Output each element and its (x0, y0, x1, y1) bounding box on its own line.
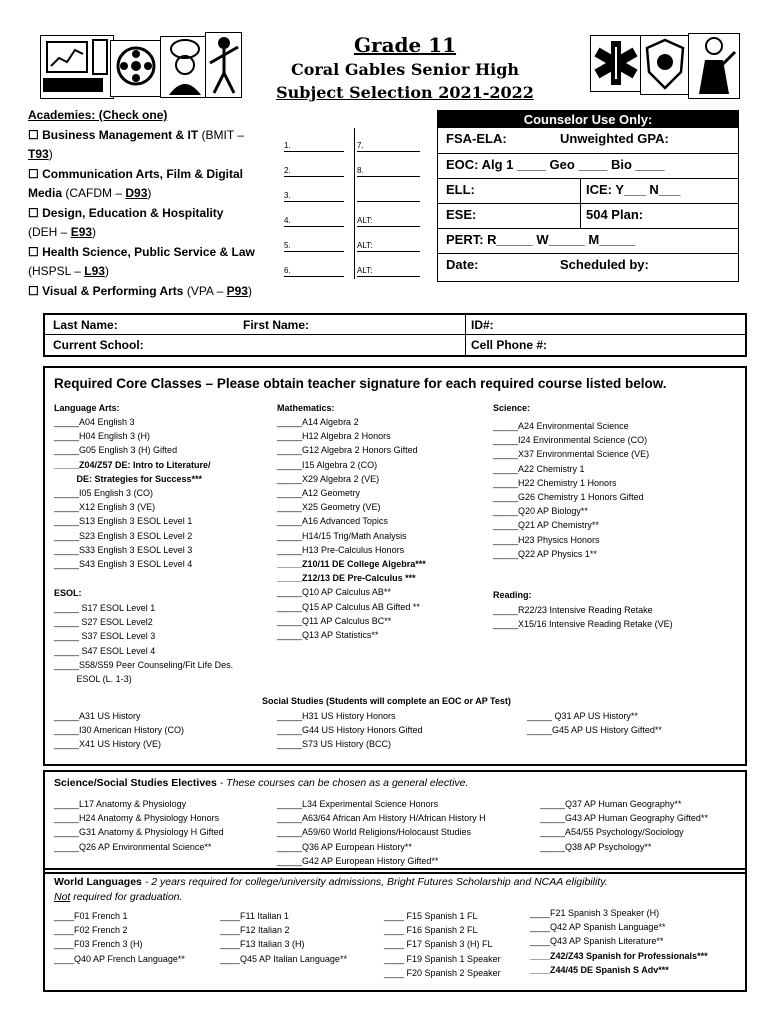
science-list (493, 419, 649, 561)
course-a14[interactable]: _____A14 Algebra 2 (277, 417, 359, 427)
course-h04[interactable]: _____H04 English 3 (H) (54, 431, 151, 442)
id-field[interactable]: ID#: (471, 318, 494, 332)
course-h13[interactable]: _____H13 Pre-Calculus Honors (277, 544, 405, 555)
course-q38[interactable]: _____Q38 AP Psychology** (540, 841, 652, 852)
academy-deh[interactable]: ☐ Design, Education & Hospitality (DEH – E93) (28, 205, 224, 239)
checkbox-bmit[interactable]: ☐ (28, 127, 39, 142)
slot-5[interactable]: 5. (284, 241, 344, 252)
course-x25[interactable]: _____X25 Geometry (VE) (277, 502, 381, 513)
course-g45[interactable]: _____G45 AP US History Gifted** (527, 725, 662, 736)
math-list (277, 415, 426, 642)
clipart-medical-right (590, 35, 642, 92)
slot-7[interactable]: 7. (357, 141, 420, 152)
course-r22[interactable]: _____R22/23 Intensive Reading Retake (493, 605, 653, 615)
academies-heading: Academies: (Check one) (28, 108, 168, 122)
course-f15[interactable]: ____ F15 Spanish 1 FL (384, 911, 478, 921)
counselor-box (437, 110, 739, 282)
course-q11[interactable]: _____Q11 AP Calculus BC** (277, 615, 392, 626)
social-studies-list-a (54, 709, 184, 752)
school-name: Coral Gables Senior High (290, 60, 520, 79)
course-h22[interactable]: _____H22 Chemistry 1 Honors (493, 477, 617, 488)
clipart-dancer-left (205, 32, 242, 98)
course-z44[interactable]: ____Z44/45 DE Spanish S Adv*** (530, 964, 669, 975)
clipart-chef-left (160, 36, 210, 98)
course-q15[interactable]: _____Q15 AP Calculus AB Gifted ** (277, 601, 420, 612)
course-s37[interactable]: _____ S37 ESOL Level 3 (54, 631, 156, 642)
course-z42[interactable]: ____Z42/Z43 Spanish for Professionals*** (530, 950, 708, 961)
course-a24[interactable]: _____A24 Environmental Science (493, 421, 629, 431)
course-l34[interactable]: _____L34 Experimental Science Honors (277, 799, 439, 809)
course-h12[interactable]: _____H12 Algebra 2 Honors (277, 431, 391, 442)
electives-col-1 (54, 797, 224, 854)
clipart-artist-right (688, 33, 740, 99)
course-g12[interactable]: _____G12 Algebra 2 Honors Gifted (277, 445, 418, 456)
film-reel-icon (111, 41, 161, 96)
social-studies-title: Social Studies (Students will complete an EOC or AP Test) (262, 696, 511, 706)
reading-title: Reading: (493, 590, 532, 600)
academy-bmit[interactable]: ☐ Business Management & IT (BMIT – T93) (28, 127, 244, 161)
slot-3[interactable]: 3. (284, 191, 344, 202)
languages-not: Not (54, 891, 71, 903)
fsa-ela-field[interactable]: FSA-ELA: (446, 131, 507, 146)
academy-cafdm[interactable]: ☐ Communication Arts, Film & Digital Media (CAFDM – D93) (28, 166, 244, 200)
course-a31[interactable]: _____A31 US History (54, 711, 141, 721)
current-school-field[interactable]: Current School: (53, 338, 144, 352)
course-i30[interactable]: _____I30 American History (CO) (54, 725, 185, 736)
checkbox-deh[interactable]: ☐ (28, 205, 39, 220)
course-q22[interactable]: _____Q22 AP Physics 1** (493, 548, 597, 559)
spanish-list (384, 909, 501, 980)
cell-phone-field[interactable]: Cell Phone #: (471, 338, 548, 352)
esol-title: ESOL: (54, 588, 82, 598)
course-g42[interactable]: _____G42 AP European History Gifted** (277, 855, 439, 866)
course-h31[interactable]: _____H31 US History Honors (277, 711, 396, 721)
course-q45[interactable]: ____Q45 AP Italian Language** (220, 953, 347, 964)
course-x37[interactable]: _____X37 Environmental Science (VE) (493, 449, 650, 460)
course-g05[interactable]: _____G05 English 3 (H) Gifted (54, 445, 178, 456)
counselor-divider (580, 204, 581, 229)
performer-icon (206, 33, 241, 97)
student-info-divider (465, 315, 466, 355)
police-badge-icon (641, 36, 689, 94)
reading-list (493, 603, 673, 631)
course-q13[interactable]: _____Q13 AP Statistics** (277, 630, 379, 641)
ice-field[interactable]: ICE: Y___ N___ (586, 182, 681, 197)
course-f16[interactable]: ____ F16 Spanish 2 FL (384, 925, 478, 936)
clipart-film-left (110, 40, 162, 97)
science-title: Science: (493, 403, 531, 413)
electives-heading: Science/Social Studies Electives (54, 777, 217, 789)
slot-6[interactable]: 6. (284, 266, 344, 277)
slot-alt-3[interactable]: ALT: (357, 266, 420, 277)
course-s47[interactable]: _____ S47 ESOL Level 4 (54, 645, 156, 656)
course-x41[interactable]: _____X41 US History (VE) (54, 739, 162, 750)
course-g44[interactable]: _____G44 US History Honors Gifted (277, 725, 423, 736)
clipart-business-left (40, 35, 114, 99)
language-arts-title: Language Arts: (54, 403, 120, 413)
esol-list (54, 601, 233, 686)
course-a63[interactable]: _____A63/64 African Am History H/African History H (277, 813, 486, 824)
course-g43[interactable]: _____G43 AP Human Geography Gifted** (540, 813, 708, 824)
course-q10[interactable]: _____Q10 AP Calculus AB** (277, 587, 391, 598)
chef-icon (161, 37, 209, 97)
slot-4[interactable]: 4. (284, 216, 344, 227)
course-l17[interactable]: _____L17 Anatomy & Physiology (54, 799, 187, 809)
last-name-field[interactable]: Last Name: (53, 318, 118, 332)
course-f12[interactable]: ____F12 Italian 2 (220, 925, 290, 936)
course-a12[interactable]: _____A12 Geometry (277, 488, 361, 499)
computer-graph-icon (41, 36, 113, 98)
course-q20[interactable]: _____Q20 AP Biology** (493, 506, 588, 517)
course-q42[interactable]: ____Q42 AP Spanish Language** (530, 922, 666, 933)
course-i24[interactable]: _____I24 Environmental Science (CO) (493, 435, 648, 446)
course-h24[interactable]: _____H24 Anatomy & Physiology Honors (54, 813, 220, 824)
course-f20[interactable]: ____ F20 Spanish 2 Speaker (384, 967, 501, 978)
grade-title: Grade 11 (353, 33, 457, 57)
course-q40[interactable]: ____Q40 AP French Language** (54, 953, 185, 964)
star-of-life-icon (591, 36, 641, 91)
first-name-field[interactable]: First Name: (243, 318, 310, 332)
course-i15[interactable]: _____I15 Algebra 2 (CO) (277, 459, 378, 470)
course-z04[interactable]: _____Z04/Z57 DE: Intro to Literature/ (54, 459, 211, 470)
course-q43[interactable]: ____Q43 AP Spanish Literature** (530, 936, 664, 947)
course-z10[interactable]: _____Z10/11 DE College Algebra*** (277, 559, 426, 570)
course-q31[interactable]: _____ Q31 AP US History** (527, 711, 638, 721)
course-s73[interactable]: _____S73 US History (BCC) (277, 739, 392, 750)
core-classes-heading: Required Core Classes – Please obtain teacher signature for each required course listed below. (54, 376, 667, 391)
language-arts-list (54, 415, 211, 571)
gpa-field[interactable]: Unweighted GPA: (560, 131, 669, 146)
ell-field[interactable]: ELL: (446, 182, 475, 197)
course-f17[interactable]: ____ F17 Spanish 3 (H) FL (384, 939, 493, 950)
academies-list (28, 106, 263, 301)
course-a54[interactable]: _____A54/55 Psychology/Sociology (540, 827, 684, 838)
course-s17[interactable]: _____ S17 ESOL Level 1 (54, 603, 156, 613)
slot-blank[interactable] (357, 200, 420, 202)
course-s13[interactable]: _____S13 English 3 ESOL Level 1 (54, 516, 193, 527)
counselor-heading: Counselor Use Only: (438, 111, 738, 128)
slot-1[interactable]: 1. (284, 141, 344, 152)
math-title: Mathematics: (277, 403, 335, 413)
course-f13[interactable]: ____F13 Italian 3 (H) (220, 939, 305, 950)
course-a59[interactable]: _____A59/60 World Religions/Holocaust Studies (277, 827, 471, 838)
course-a22[interactable]: _____A22 Chemistry 1 (493, 463, 585, 474)
electives-heading-line (54, 777, 468, 789)
course-f03[interactable]: ____F03 French 3 (H) (54, 939, 143, 950)
languages-note-2: required for graduation. (70, 891, 183, 903)
course-z57: DE: Strategies for Success*** (54, 473, 203, 484)
course-q26[interactable]: _____Q26 AP Environmental Science** (54, 841, 212, 852)
course-s58[interactable]: _____S58/S59 Peer Counseling/Fit Life Des. (54, 659, 234, 670)
ese-field[interactable]: ESE: (446, 207, 477, 222)
languages-note: - 2 years required for college/university admissions, Bright Futures Scholarship and NCAA eligibility. (141, 876, 608, 888)
course-a16[interactable]: _____A16 Advanced Topics (277, 516, 388, 527)
academy-hspsl[interactable]: ☐ Health Science, Public Service & Law (HSPSL – L93) (28, 244, 255, 278)
student-info-box (43, 313, 747, 357)
course-z12[interactable]: _____Z12/13 DE Pre-Calculus *** (277, 573, 416, 584)
course-f02[interactable]: ____F02 French 2 (54, 925, 128, 936)
electives-col-2 (277, 797, 486, 868)
slot-alt-2[interactable]: ALT: (357, 241, 420, 252)
course-q21[interactable]: _____Q21 AP Chemistry** (493, 520, 599, 531)
course-s43[interactable]: _____S43 English 3 ESOL Level 4 (54, 559, 193, 570)
french-list (54, 909, 185, 966)
course-i05[interactable]: _____I05 English 3 (CO) (54, 488, 154, 499)
course-s23[interactable]: _____S23 English 3 ESOL Level 2 (54, 530, 193, 541)
artist-icon (689, 34, 739, 98)
course-q36[interactable]: _____Q36 AP European History** (277, 841, 412, 852)
languages-note-line-2 (54, 891, 182, 903)
scheduled-by-field[interactable]: Scheduled by: (560, 257, 649, 272)
electives-col-3 (540, 797, 708, 854)
slot-8[interactable]: 8. (357, 166, 420, 177)
social-studies-list-c (527, 709, 662, 737)
social-studies-list-b (277, 709, 423, 752)
languages-heading: World Languages (54, 876, 142, 888)
course-h14[interactable]: _____H14/15 Trig/Math Analysis (277, 530, 407, 541)
pert-field[interactable]: PERT: R_____ W_____ M_____ (446, 232, 636, 247)
course-h23[interactable]: _____H23 Physics Honors (493, 534, 600, 545)
checkbox-vpa[interactable]: ☐ (28, 283, 39, 298)
course-q37[interactable]: _____Q37 AP Human Geography** (540, 799, 682, 809)
eoc-field[interactable]: EOC: Alg 1 ____ Geo ____ Bio ____ (446, 157, 665, 172)
course-s58-cont: ESOL (L. 1-3) (54, 674, 132, 685)
italian-list (220, 909, 347, 966)
slot-2[interactable]: 2. (284, 166, 344, 177)
course-x12[interactable]: _____X12 English 3 (VE) (54, 502, 156, 513)
checkbox-cafdm[interactable]: ☐ (28, 166, 39, 181)
course-f21[interactable]: ____F21 Spanish 3 Speaker (H) (530, 908, 660, 918)
course-a04[interactable]: _____A04 English 3 (54, 417, 135, 427)
student-info-rule (45, 334, 745, 335)
course-x15[interactable]: _____X15/16 Intensive Reading Retake (VE) (493, 619, 673, 630)
course-f11[interactable]: ____F11 Italian 1 (220, 911, 289, 921)
clipart-law-right (640, 35, 690, 95)
504-plan-field[interactable]: 504 Plan: (586, 207, 644, 222)
checkbox-hspsl[interactable]: ☐ (28, 244, 39, 259)
course-s27[interactable]: _____ S27 ESOL Level2 (54, 617, 153, 628)
course-g31[interactable]: _____G31 Anatomy & Physiology H Gifted (54, 827, 224, 838)
course-g26[interactable]: _____G26 Chemistry 1 Honors Gifted (493, 492, 644, 503)
languages-heading-line (54, 876, 608, 888)
course-x29[interactable]: _____X29 Algebra 2 (VE) (277, 473, 380, 484)
form-subtitle: Subject Selection 2021-2022 (276, 83, 534, 102)
course-s33[interactable]: _____S33 English 3 ESOL Level 3 (54, 544, 193, 555)
electives-note: - These courses can be chosen as a general elective. (216, 777, 469, 789)
date-field[interactable]: Date: (446, 257, 479, 272)
course-f01[interactable]: ____F01 French 1 (54, 911, 128, 921)
course-f19[interactable]: ____ F19 Spanish 1 Speaker (384, 953, 501, 964)
counselor-divider (580, 179, 581, 204)
slot-alt-1[interactable]: ALT: (357, 216, 420, 227)
spanish-advanced-list (530, 906, 708, 977)
academy-vpa[interactable]: ☐ Visual & Performing Arts (VPA – P93) (28, 283, 252, 298)
